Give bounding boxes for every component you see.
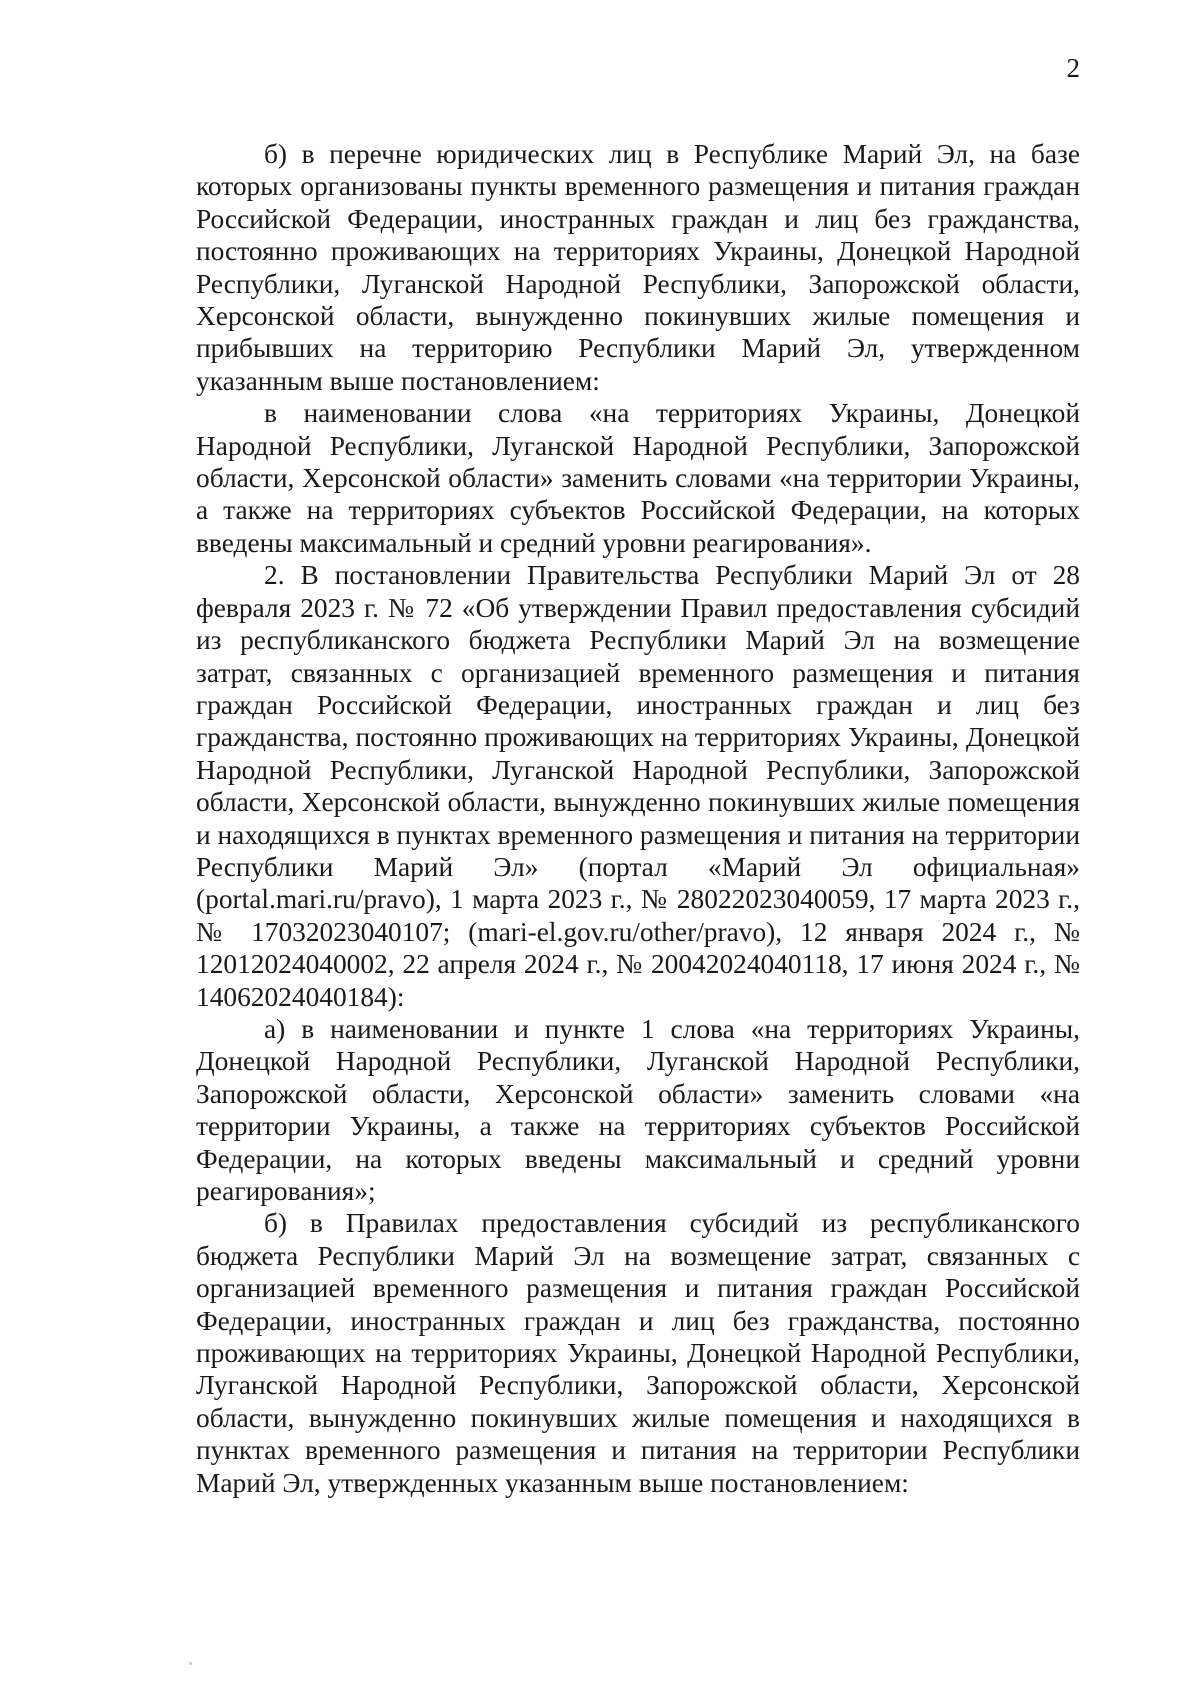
paragraph-2b-subsidy-rules: б) в Правилах предоставления субсидий из республиканского бюджета Республики Марий Эл на возмещение затрат, связанных с организацией временного размещения и питания граждан Российской Федерации, иностранных граждан и лиц без гражданства, постоянно проживающих на территориях Украины, Донецкой Народной Республики, Луганской Народной Республики, Запорожской области, Херсонской области, вынужденно покинувших жилые помещения и находящихся в пунктах временного размещения и питания на территории Республики Марий Эл, утвержденных указанным выше постановлением: <box>196 1208 1080 1498</box>
paragraph-1b-legal-entities-list: б) в перечне юридических лиц в Республике Марий Эл, на базе которых организованы пункты временного размещения и питания граждан Российской Федерации, иностранных граждан и лиц без гражданства, постоянно проживающих на территориях Украины, Донецкой Народной Республики, Луганской Народной Республики, Запорожской области, Херсонской области, вынужденно покинувших жилые помещения и прибывших на территорию Республики Марий Эл, утвержденном указанным выше постановлением: <box>196 139 1080 396</box>
page-number: 2 <box>1066 53 1080 83</box>
paragraph-name-replacement: в наименовании слова «на территориях Украины, Донецкой Народной Республики, Луганской Народной Республики, Запорожской области, Херсонской области» заменить словами «на территории Украины, а также на территориях субъектов Российской Федерации, на которых введены максимальный и средний уровни реагирования». <box>196 398 1080 558</box>
paragraph-2a-name-and-item-1: а) в наименовании и пункте 1 слова «на территориях Украины, Донецкой Народной Республики, Луганской Народной Республики, Запорожской области, Херсонской области» заменить словами «на территории Украины, а также на территориях субъектов Российской Федерации, на которых введены максимальный и средний уровни реагирования»; <box>196 1013 1080 1206</box>
paragraph-2-resolution-72: 2. В постановлении Правительства Республики Марий Эл от 28 февраля 2023 г. № 72 «Об утверждении Правил предоставления субсидий из республиканского бюджета Республики Марий Эл на возмещение затрат, связанных с организацией временного размещения и питания граждан Российской Федерации, иностранных граждан и лиц без гражданства, постоянно проживающих на территориях Украины, Донецкой Народной Республики, Луганской Народной Республики, Запорожской области, Херсонской области, вынужденно покинувших жилые помещения и находящихся в пунктах временного размещения и питания на территории Республики Марий Эл» (портал «Марий Эл официальная» (portal.mari.ru/pravo), 1 марта 2023 г., № 28022023040059, 17 марта 2023 г., № 17032023040107; (mari-el.gov.ru/other/pravo), 12 января 2024 г., № 12012024040002, 22 апреля 2024 г., № 20042024040118, 17 июня 2024 г., № 14062024040184): <box>196 560 1080 1012</box>
scan-speck <box>189 1662 192 1665</box>
document-body <box>196 138 1080 1499</box>
